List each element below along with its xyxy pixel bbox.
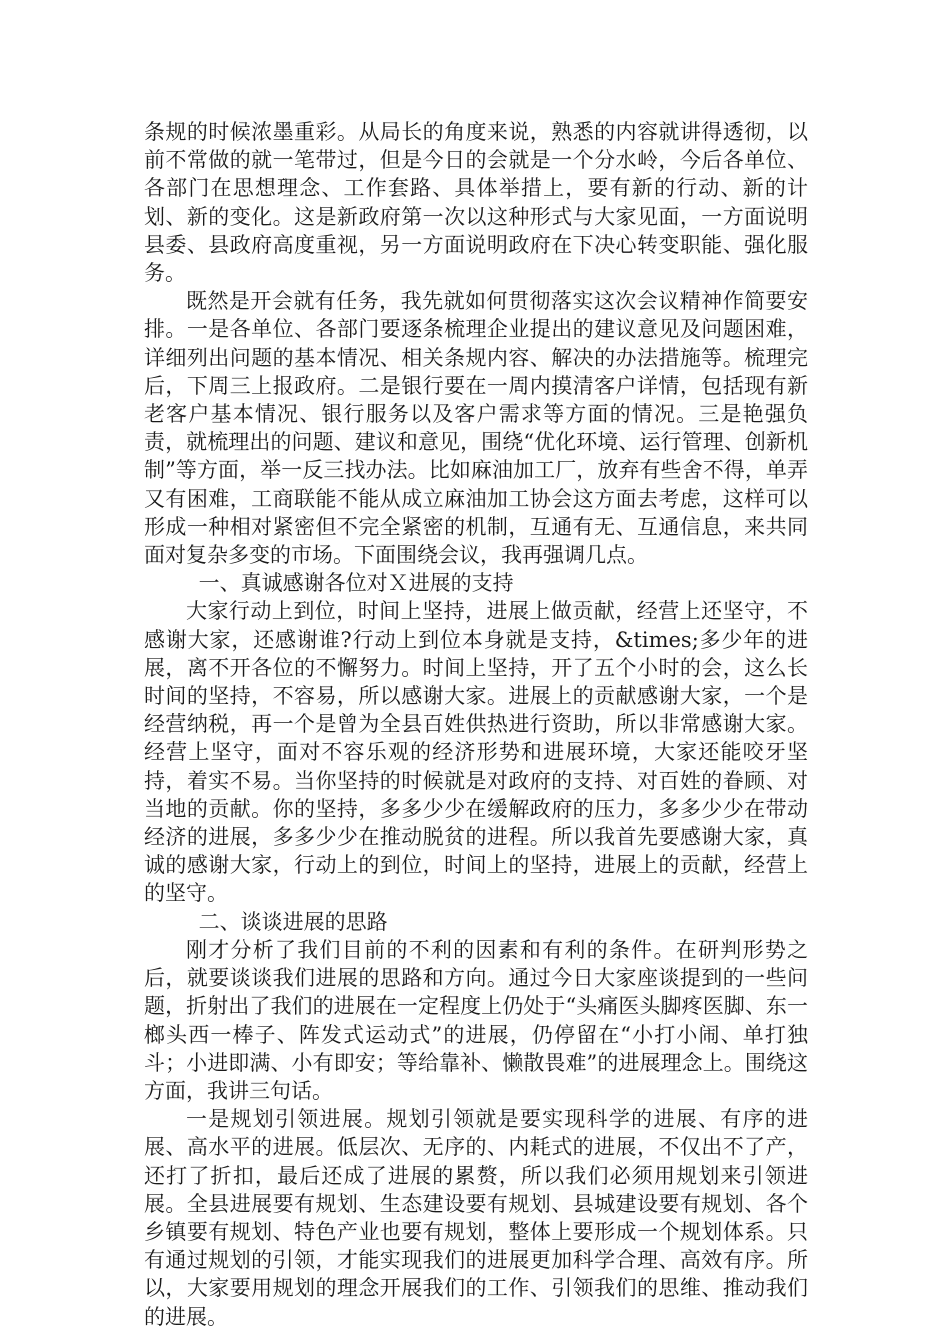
paragraph-continuation: 条规的时候浓墨重彩。从局长的角度来说，熟悉的内容就讲得透彻，以前不常做的就一笔带过，但是今日的会就是一个分水岭，今后各单位、各部门在思想理念、工作套路、具体举措上，要有新的行动、新的计划、新的变化。这是新政府第一次以这种形式与大家见面，一方面说明县委、县政府高度重视，另一方面说明政府在下决心转变职能、强化服务。 bbox=[144, 120, 808, 286]
document-page bbox=[144, 118, 808, 1331]
section-heading-1: 一、真诚感谢各位对Ｘ进展的支持 bbox=[198, 571, 514, 596]
section-heading-2: 二、谈谈进展的思路 bbox=[198, 909, 388, 934]
paragraph-development-thinking: 刚才分析了我们目前的不利的因素和有利的条件。在研判形势之后，就要谈谈我们进展的思路和方向。通过今日大家座谈提到的一些问题，折射出了我们的进展在一定程度上仍处于“头痛医头脚疼医脚、东一榔头西一棒子、阵发式运动式”的进展，仍停留在“小打小闹、单打独斗；小进即满、小有即安；等给靠补、懒散畏难”的进展理念上。围绕这方面，我讲三句话。 bbox=[144, 937, 808, 1103]
paragraph-thanks: 大家行动上到位，时间上坚持，进展上做贡献，经营上还坚守，不感谢大家，还感谢谁?行动上到位本身就是支持，&times;多少年的进展，离不开各位的不懈努力。时间上坚持，开了五个小时的会，这么长时间的坚持，不容易，所以感谢大家。进展上的贡献感谢大家，一个是经营纳税，再一个是曾为全县百姓供热进行资助，所以非常感谢大家。经营上坚守，面对不容乐观的经济形势和进展环境，大家还能咬牙坚持，着实不易。当你坚持的时候就是对政府的支持、对百姓的眷顾、对当地的贡献。你的坚持，多多少少在缓解政府的压力，多多少少在带动经济的进展，多多少少在推动脱贫的进程。所以我首先要感谢大家，真诚的感谢大家，行动上的到位，时间上的坚持，进展上的贡献，经营上的坚守。 bbox=[144, 599, 808, 906]
paragraph-task-arrangement: 既然是开会就有任务，我先就如何贯彻落实这次会议精神作简要安排。一是各单位、各部门要逐条梳理企业提出的建议意见及问题困难，详细列出问题的基本情况、相关条规内容、解决的办法措施等。梳理完后，下周三上报政府。二是银行要在一周内摸清客户详情，包括现有新老客户基本情况、银行服务以及客户需求等方面的情况。三是艳强负责，就梳理出的问题、建议和意见，围绕“优化环境、运行管理、创新机制”等方面，举一反三找办法。比如麻油加工厂，放弃有些舍不得，单弄又有困难，工商联能不能从成立麻油加工协会这方面去考虑，这样可以形成一种相对紧密但不完全紧密的机制，互通有无、互通信息，来共同面对复杂多变的市场。下面围绕会议，我再强调几点。 bbox=[144, 289, 808, 568]
paragraph-planning: 一是规划引领进展。规划引领就是要实现科学的进展、有序的进展、高水平的进展。低层次、无序的、内耗式的进展，不仅出不了产，还打了折扣，最后还成了进展的累赘，所以我们必须用规划来引领进展。全县进展要有规划、生态建设要有规划、县城建设要有规划、各个乡镇要有规划、特色产业也要有规划，整体上要形成一个规划体系。只有通过规划的引领，才能实现我们的进展更加科学合理、高效有序。所以，大家要用规划的理念开展我们的工作、引领我们的思维、推动我们的进展。 bbox=[144, 1107, 808, 1329]
